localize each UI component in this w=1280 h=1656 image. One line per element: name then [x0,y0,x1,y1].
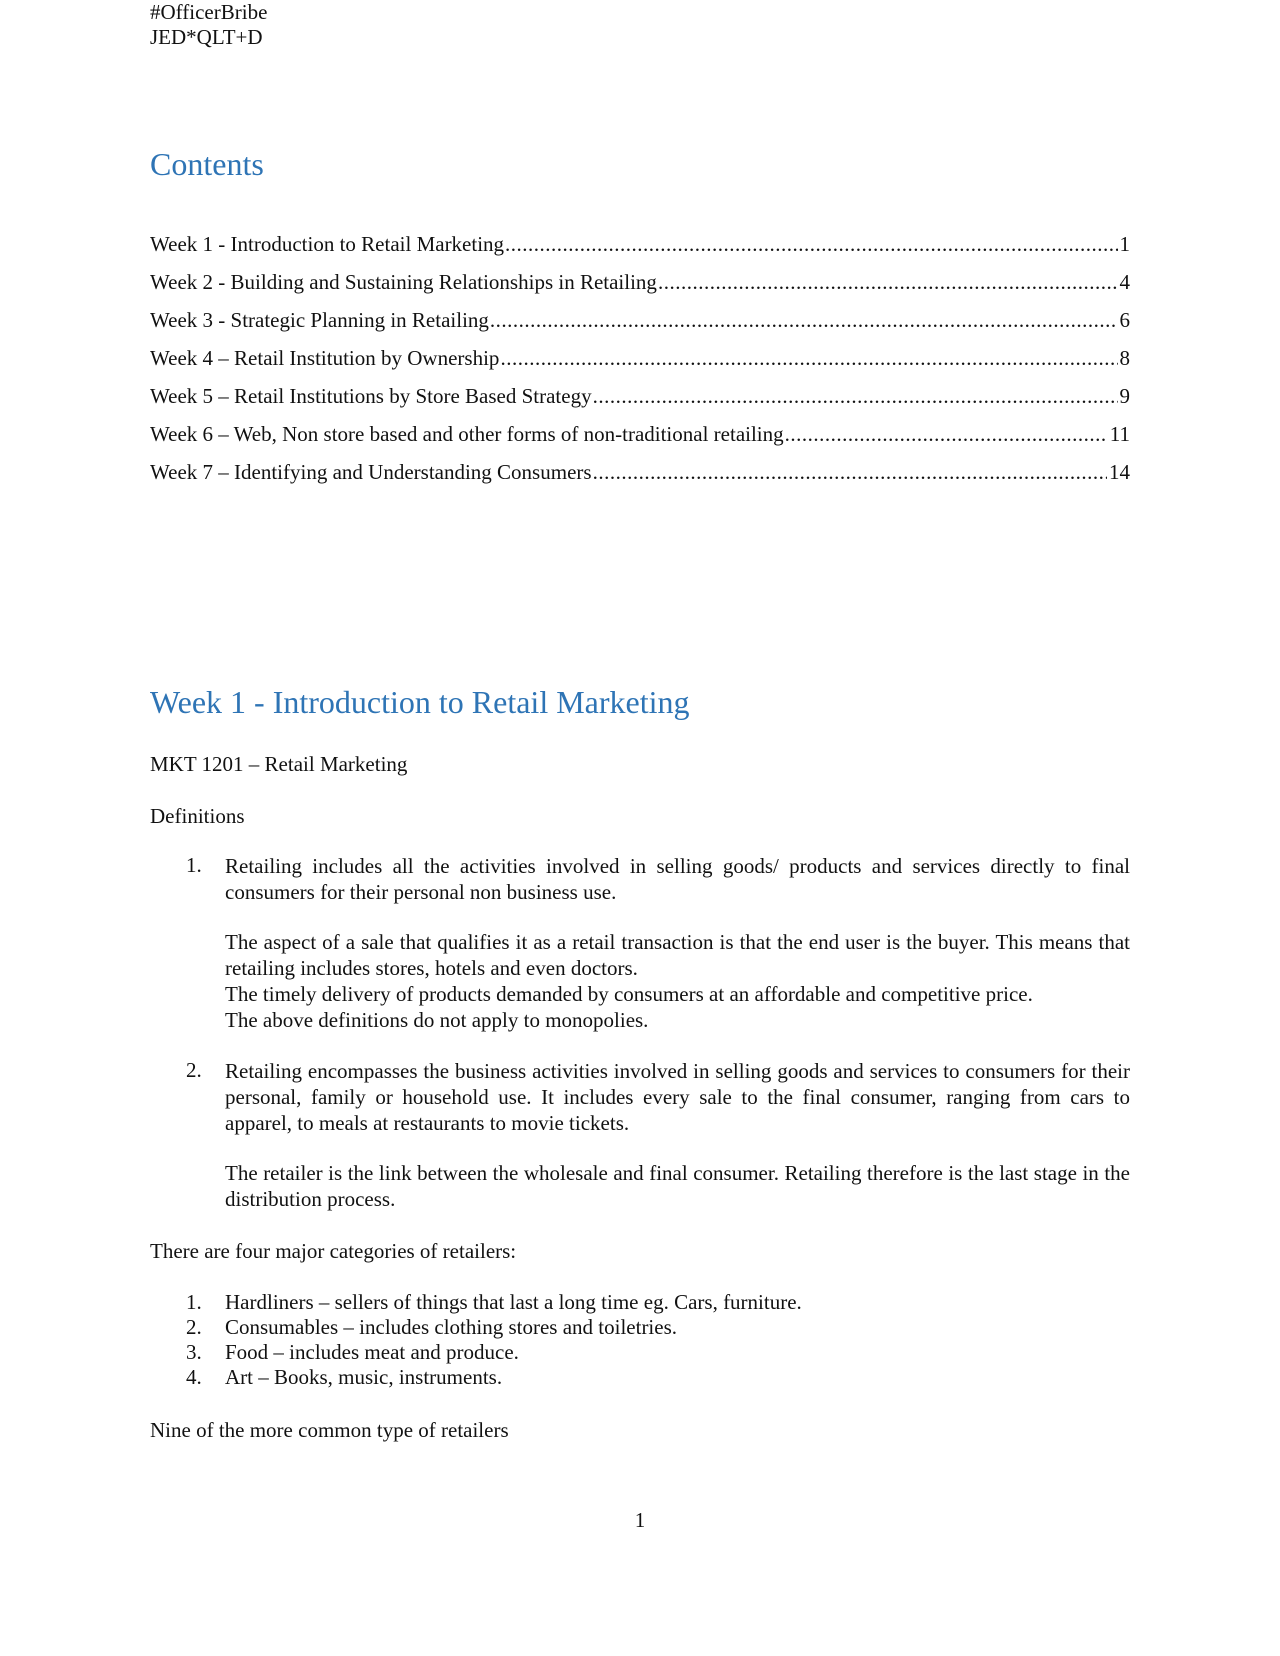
toc-entry-title: Week 6 – Web, Non store based and other forms of non-traditional retailing [150,422,784,446]
definition-paragraph: The retailer is the link between the wholesale and final consumer. Retailing therefore is the last stage in the distribution process. [225,1161,1130,1211]
toc-entry-page: 9 [1119,384,1130,408]
header-line-1: #OfficerBribe [150,0,268,24]
list-number: 2. [186,1315,202,1339]
definitions-label: Definitions [150,804,245,828]
toc-entry-page: 1 [1119,232,1130,256]
list-number: 4. [186,1365,202,1389]
toc-entry-page: 11 [1109,422,1130,446]
list-item [150,1315,1130,1340]
definition-body [225,1058,1130,1212]
toc-leader-dots [593,460,1107,485]
toc-leader-dots [658,270,1118,295]
week-1-heading: Week 1 - Introduction to Retail Marketing [150,684,690,720]
toc-entry-week-6[interactable] [150,422,1130,460]
toc-entry-week-5[interactable] [150,384,1130,422]
toc-entry-week-3[interactable] [150,308,1130,346]
page-number: 1 [634,1508,646,1532]
toc-entry-title: Week 3 - Strategic Planning in Retailing [150,308,489,332]
list-item [150,1290,1130,1315]
toc-entry-week-1[interactable] [150,232,1130,270]
list-number: 3. [186,1340,202,1364]
toc-entry-title: Week 1 - Introduction to Retail Marketing [150,232,505,256]
definition-paragraph: The timely delivery of products demanded by consumers at an affordable and competitive price. [225,982,1033,1006]
list-number: 2. [186,1058,202,1082]
definition-paragraph: Retailing encompasses the business activities involved in selling goods and services to consumers for their personal, family or household use. It includes every sale to the final consumer, ranging from cars to apparel, to meals at restaurants to movie tickets. [225,1059,1130,1135]
categories-label: There are four major categories of retailers: [150,1239,517,1263]
list-item-text: Consumables – includes clothing stores and toiletries. [225,1315,678,1339]
toc-entry-title: Week 7 – Identifying and Understanding Consumers [150,460,592,484]
toc-entry-page: 6 [1119,308,1130,332]
toc-leader-dots [500,346,1117,371]
course-name: MKT 1201 – Retail Marketing [150,752,408,776]
list-number: 1. [186,853,202,877]
toc-entry-page: 4 [1119,270,1130,294]
toc-leader-dots [593,384,1118,409]
list-item-text: Art – Books, music, instruments. [225,1365,503,1389]
definition-body [225,853,1130,1033]
toc-entry-page: 8 [1119,346,1130,370]
definition-paragraph: Retailing includes all the activities involved in selling goods/ products and services directly to final consumers for their personal non business use. [225,854,1130,904]
header-line-2: JED*QLT+D [150,25,263,49]
categories-list [150,1290,1130,1390]
toc-entry-week-4[interactable] [150,346,1130,384]
contents-heading: Contents [150,146,264,182]
definition-paragraph: The above definitions do not apply to monopolies. [225,1008,649,1032]
list-item [150,1365,1130,1390]
list-number: 1. [186,1290,202,1314]
toc-entry-week-7[interactable] [150,460,1130,498]
definition-paragraph: The aspect of a sale that qualifies it as a retail transaction is that the end user is the buyer. This means that retailing includes stores, hotels and even doctors. [225,930,1130,980]
toc-entry-week-2[interactable] [150,270,1130,308]
list-item-text: Food – includes meat and produce. [225,1340,519,1364]
list-item-text: Hardliners – sellers of things that last a long time eg. Cars, furniture. [225,1290,802,1314]
toc-leader-dots [505,232,1117,257]
toc-entry-title: Week 5 – Retail Institutions by Store Based Strategy [150,384,592,408]
toc-entry-title: Week 4 – Retail Institution by Ownership [150,346,500,370]
toc-leader-dots [490,308,1118,333]
list-item [150,1340,1130,1365]
retailer-types-label: Nine of the more common type of retailers [150,1418,509,1442]
toc-entry-title: Week 2 - Building and Sustaining Relationships in Retailing [150,270,657,294]
table-of-contents [150,232,1130,498]
document-header [150,0,267,50]
toc-entry-page: 14 [1109,460,1130,484]
toc-leader-dots [785,422,1108,447]
